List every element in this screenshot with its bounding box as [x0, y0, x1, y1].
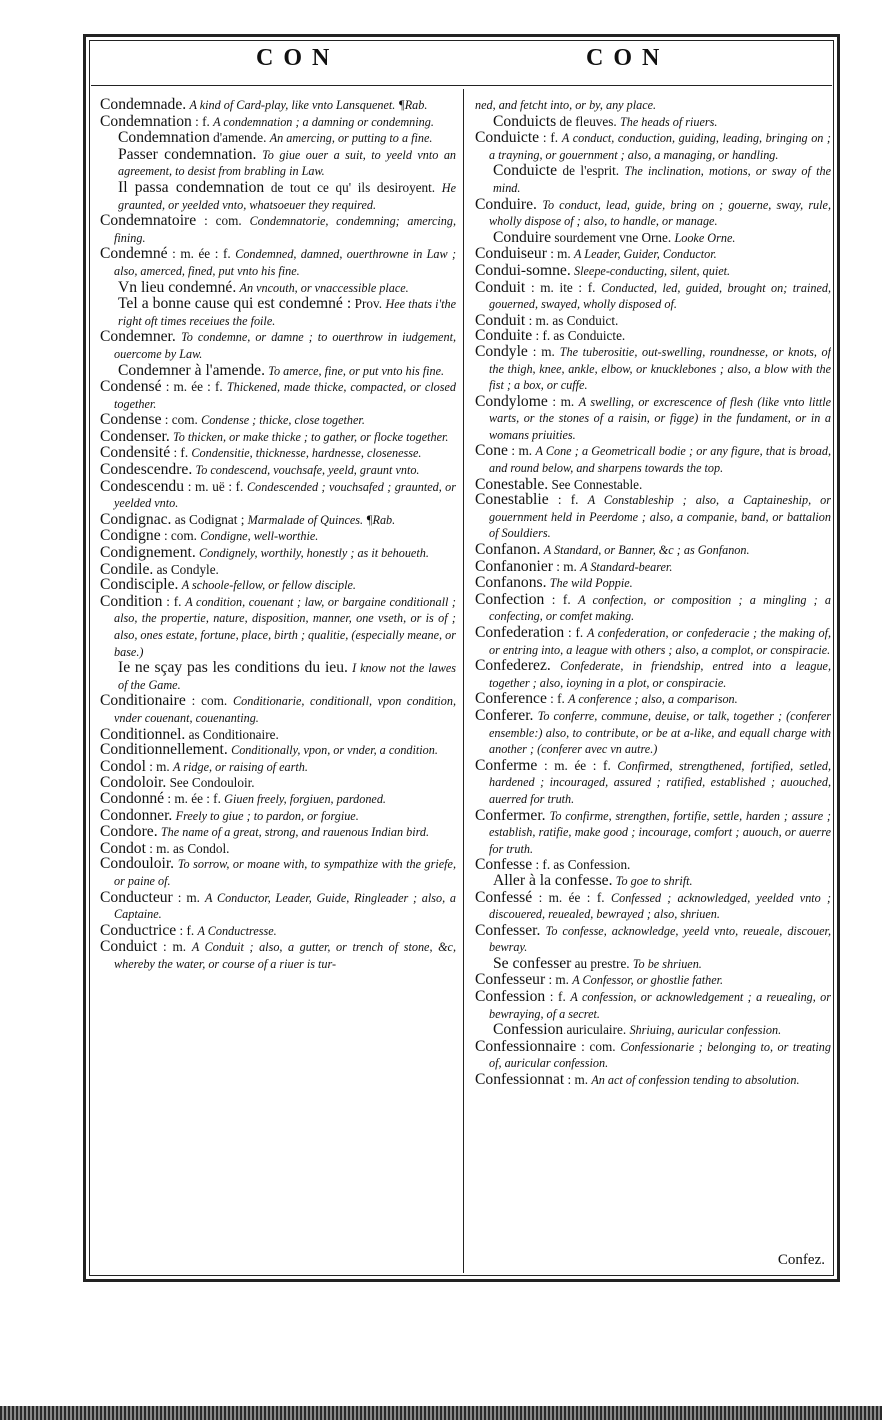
entry-definition: An amercing, or putting to a fine. [269, 131, 433, 146]
entry-headword: Confesse [475, 856, 533, 874]
entry-grammar: : m. ée : f. [172, 246, 231, 262]
entry-headword: Confession [475, 988, 546, 1006]
entry-headword: Conduicte [475, 129, 540, 147]
entry-headword: Condense [100, 411, 162, 429]
entry-definition: To amerce, fine, or put vnto his fine. [268, 363, 445, 378]
entry-headword: Condui-somne. [475, 261, 571, 279]
dictionary-entry [100, 528, 456, 545]
column-divider [463, 89, 464, 1273]
dictionary-entry [475, 230, 831, 247]
entry-headword: Condyle [475, 342, 528, 360]
entry-headword: Condore. [100, 823, 158, 841]
entry-headword: Conditionnel. [100, 725, 186, 743]
scan-edge-strip [0, 1406, 882, 1420]
entry-definition: Sleepe-conducting, silent, quiet. [574, 263, 731, 278]
entry-grammar: : f. [550, 691, 565, 707]
entry-headword: Condignac. [100, 510, 172, 528]
entry-definition: Looke Orne. [674, 230, 736, 245]
entry-headword: Conduire [493, 228, 552, 246]
entry-definition: A Standard, or Banner, &c ; as Gonfanon. [543, 543, 750, 558]
left-column [100, 97, 456, 1271]
entry-grammar: : m. [149, 758, 170, 774]
dictionary-entry [100, 213, 456, 246]
entry-grammar: : f. [179, 922, 195, 938]
dictionary-entry [475, 163, 831, 196]
entry-headword: Condignement. [100, 544, 196, 562]
entry-definition: The wild Poppie. [549, 576, 633, 591]
entry-definition: A conference ; also, a comparison. [568, 692, 738, 707]
entry-definition: Confederate, in friendship, entred into a league, together ; also, ioyning in a plot, or conspiracie. [489, 659, 831, 690]
dictionary-entry [475, 873, 831, 890]
entry-grammar: See Condouloir. [169, 775, 255, 791]
dictionary-entry [475, 559, 831, 576]
entry-definition: A Conduit ; also, a gutter, or trench of stone, &c, whereby the water, or course of a riuer is tur- [114, 940, 456, 971]
entry-definition: The heads of riuers. [619, 114, 718, 129]
entry-grammar: : f. [542, 130, 559, 146]
dictionary-entry [475, 972, 831, 989]
entry-grammar: : com. [163, 528, 197, 544]
dictionary-entry [475, 1022, 831, 1039]
entry-grammar: : f. as Conduicte. [535, 328, 626, 344]
entry-definition: A Leader, Guider, Conductor. [574, 247, 717, 262]
entry-grammar: : f. as Confession. [535, 857, 631, 873]
entry-definition: To condemne, or damne ; to ouerthrow in iudgement, ouercome by Law. [114, 330, 456, 361]
entry-headword: Condemnation [100, 112, 192, 130]
dictionary-entry [475, 542, 831, 559]
dictionary-entry [475, 97, 831, 114]
dictionary-entry [100, 412, 456, 429]
dictionary-entry [475, 394, 831, 444]
dictionary-entry [100, 462, 456, 479]
entry-headword: Condensité [100, 444, 171, 462]
entry-headword: Condescendu [100, 477, 185, 495]
entry-headword: Condonné [100, 789, 165, 807]
entry-grammar: : m. [550, 246, 571, 262]
dictionary-entry [100, 775, 456, 791]
entry-headword: Conductrice [100, 921, 177, 939]
entry-headword: Condemnation [118, 129, 210, 147]
dictionary-entry [100, 856, 456, 889]
entry-definition: To thicken, or make thicke ; to gather, or flocke together. [173, 429, 449, 444]
entry-definition: To conduct, lead, guide, bring on ; gouerne, sway, rule, wholly dispose of ; also, to handle, or manage. [489, 197, 831, 229]
dictionary-entry [100, 147, 456, 180]
entry-definition: An vncouth, or vnaccessible place. [239, 280, 409, 295]
entry-headword: Se confesser [493, 954, 572, 972]
dictionary-entry [100, 841, 456, 857]
entry-definition: A swelling, or excrescence of flesh (like vnto little warts, or the stones of a raisin, or figge) in the fundament, or in a womans priuities. [489, 394, 831, 442]
header-rule [91, 85, 832, 86]
entry-definition: A Conductor, Leader, Guide, Ringleader ; also, a Captaine. [114, 890, 456, 922]
dictionary-entry [100, 923, 456, 940]
dictionary-entry [100, 727, 456, 743]
entry-headword: Passer condemnation. [118, 145, 257, 163]
entry-definition: A Constableship ; also, a Captaineship, or gouernment held in Peerdome ; also, a companie, band, or battalion of Souldiers. [489, 493, 831, 541]
dictionary-entry [475, 114, 831, 131]
entry-definition: Confessed ; acknowledged, yeelded vnto ; discouered, reuealed, bewrayed ; also, shriuen. [489, 890, 831, 922]
entry-definition: Condemnatorie, condemning; amercing, fining. [114, 214, 456, 245]
running-head-left: CON [256, 45, 340, 71]
entry-headword: Confessionnaire [475, 1037, 577, 1055]
entry-headword: Conduicts [493, 112, 557, 130]
dictionary-entry [100, 479, 456, 512]
dictionary-entry [100, 693, 456, 726]
entry-grammar: : com. [581, 1038, 616, 1054]
dictionary-entry [100, 577, 456, 594]
entry-headword: Condenser. [100, 427, 170, 445]
entry-definition: Condignely, worthily, honestly ; as it behoueth. [199, 546, 429, 561]
dictionary-entry [475, 691, 831, 708]
dictionary-entry [475, 592, 831, 625]
entry-definition: Conditionally, vpon, or vnder, a condition. [231, 743, 438, 758]
entry-grammar: au prestre. [574, 955, 630, 971]
entry-definition: A Conductresse. [197, 923, 277, 938]
entry-headword: Conestablie [475, 491, 549, 509]
entry-definition: Condemned, damned, ouerthrowne in Law ; also, amerced, fined, put vnto his fine. [114, 247, 456, 278]
entry-headword: Confanons. [475, 574, 547, 592]
catchword: Confez. [777, 1252, 825, 1268]
entry-headword: Condemnade. [100, 97, 187, 113]
dictionary-entry [100, 445, 456, 462]
dictionary-entry [100, 939, 456, 972]
entry-headword: Condol [100, 757, 146, 775]
entry-definition: Marmalade of Quinces. ¶Rab. [247, 512, 396, 527]
entry-definition: A confection, or composition ; a mingling ; a confecting, or comfet making. [489, 592, 831, 624]
entry-headword: Condot [100, 839, 146, 857]
entry-grammar: : com. [204, 213, 242, 229]
dictionary-entry [100, 660, 456, 693]
entry-definition: A confederation, or confederacie ; the making of, or entring into, a league with others ; also, a complot, or conspiracie. [489, 626, 831, 657]
dictionary-entry [100, 545, 456, 562]
dictionary-entry [475, 1039, 831, 1072]
dictionary-entry [475, 328, 831, 344]
entry-definition: A Standard-bearer. [580, 559, 673, 574]
entry-definition: To confirme, strengthen, fortifie, settle, harden ; assure ; establish, ratifie, make good ; incourage, comfort ; auouch, or auerre for truth. [489, 808, 831, 856]
entry-definition: Confessionarie ; belonging to, or treating of, auricular confession. [489, 1039, 831, 1071]
entry-headword: Condouloir. [100, 855, 175, 873]
entry-headword: Condoloir. [100, 774, 167, 792]
entry-grammar: de l'esprit. [562, 163, 620, 179]
entry-grammar: : m. ée : f. [538, 889, 605, 905]
entry-grammar: : f. [557, 492, 579, 508]
dictionary-entry [475, 313, 831, 329]
entry-definition: Conditionarie, conditionall, vpon condition, vnder couenant, couenanting. [114, 694, 456, 725]
entry-headword: Conduit [475, 311, 526, 329]
entry-definition: Condigne, well-worthie. [200, 529, 319, 544]
dictionary-entry [100, 594, 456, 660]
dictionary-entry [475, 575, 831, 592]
entry-grammar: : m. uë : f. [187, 478, 244, 494]
dictionary-entry [475, 1072, 831, 1089]
dictionary-entry [100, 246, 456, 279]
entry-definition: A conduct, conduction, guiding, leading, bringing on ; a trayning, or gouernment ; also, a managing, or handling. [489, 131, 831, 162]
dictionary-entry [100, 742, 456, 759]
entry-headword: Confesser. [475, 921, 541, 939]
dictionary-entry [475, 956, 831, 973]
entry-grammar: : f. [568, 625, 584, 640]
entry-grammar: : f. [173, 445, 189, 461]
entry-headword: Confesseur [475, 971, 546, 989]
entry-definition: Shriuing, auricular confession. [629, 1023, 782, 1038]
entry-headword: Conduicte [493, 162, 558, 180]
entry-definition: The inclination, motions, or sway of the mind. [493, 164, 831, 195]
dictionary-entry [475, 758, 831, 808]
dictionary-entry [100, 379, 456, 412]
dictionary-entry [475, 130, 831, 163]
entry-headword: Condemné [100, 245, 168, 263]
dictionary-entry [100, 512, 456, 529]
entry-grammar: : m. [177, 889, 200, 905]
entry-headword: Confermer. [475, 806, 546, 824]
entry-grammar: : m. ée : f. [167, 790, 221, 806]
dictionary-entry [100, 429, 456, 446]
entry-headword: Confessé [475, 888, 533, 906]
entry-grammar: : m. ite : f. [530, 279, 596, 295]
entry-definition: An act of confession tending to absolution. [591, 1073, 800, 1088]
entry-definition: Confirmed, strengthened, fortified, setled, hardened ; incouraged, assured ; ratified, established ; auouched, auerred for truth. [489, 758, 831, 806]
entry-headword: Condile. [100, 560, 154, 578]
dictionary-entry [100, 130, 456, 147]
entry-grammar: : m. [552, 393, 575, 409]
entry-definition: Hee thats i'the right oft times receiues the foile. [118, 297, 456, 328]
entry-grammar: as Condyle. [156, 561, 219, 577]
entry-definition: To condescend, vouchsafe, yeeld, graunt vnto. [195, 463, 420, 478]
dictionary-entry [100, 808, 456, 825]
entry-grammar: de fleuves. [559, 113, 617, 129]
entry-grammar: : m. [556, 558, 577, 574]
entry-definition: Conducted, led, guided, brought on; trained, gouerned, swayed, wholly disposed of. [489, 280, 831, 312]
entry-headword: Condition [100, 592, 163, 610]
dictionary-entry [100, 180, 456, 213]
entry-definition: Freely to giue ; to pardon, or forgiue. [175, 808, 359, 823]
entry-grammar: auriculaire. [566, 1022, 627, 1038]
entry-grammar: as Conditionaire. [188, 726, 279, 742]
entry-definition: Condescended ; vouchsafed ; graunted, or yeelded vnto. [114, 479, 456, 511]
entry-definition: I know not the lawes of the Game. [118, 661, 456, 692]
dictionary-entry [475, 989, 831, 1022]
entry-definition: The tuberositie, out-swelling, roundnesse, or knots, of the thigh, knee, ankle, elbow, or knucklebones ; also, a blow with the fist ; a box, or cuffe. [489, 344, 831, 393]
entry-definition: A Cone ; a Geometricall bodie ; or any figure, that is broad, and round below, and sharpens towards the top. [489, 444, 831, 476]
dictionary-entry [475, 625, 831, 658]
entry-headword: Condescendre. [100, 461, 193, 479]
dictionary-entry [100, 296, 456, 329]
dictionary-entry [100, 97, 456, 114]
dictionary-entry [475, 708, 831, 758]
entry-grammar: Prov. [354, 296, 383, 312]
entry-headword: Conduit [475, 278, 526, 296]
dictionary-entry [475, 857, 831, 873]
entry-grammar: : m. [163, 939, 187, 955]
entry-headword: Confanonier [475, 557, 553, 575]
dictionary-entry [475, 477, 831, 493]
entry-grammar: See Connestable. [551, 476, 643, 492]
entry-grammar: : m. [567, 1072, 589, 1088]
entry-definition: A kind of Card-play, like vnto Lansquenet. ¶Rab. [189, 98, 428, 112]
entry-definition: To giue ouer a suit, to yeeld vnto an agreement, to desist from brabling in Law. [118, 147, 456, 179]
dictionary-entry [100, 363, 456, 380]
dictionary-entry [475, 197, 831, 230]
entry-grammar: sourdement vne Orne. [554, 229, 672, 245]
entry-grammar: : com. [164, 412, 198, 428]
entry-definition: To confesse, acknowledge, yeeld vnto, reueale, discouer, bewray. [489, 923, 831, 955]
dictionary-page [83, 34, 840, 1282]
dictionary-entry [475, 443, 831, 476]
entry-definition: A confession, or acknowledgement ; a reuealing, or bewraying, of a secret. [489, 990, 831, 1021]
entry-grammar: : m. [532, 343, 555, 359]
entry-headword: Conduict [100, 938, 158, 956]
dictionary-entry [475, 492, 831, 542]
entry-headword: Aller à la confesse. [493, 871, 613, 889]
entry-definition: A condemnation ; a damning or condemning. [213, 114, 434, 129]
entry-definition: Condensitie, thicknesse, hardnesse, closenesse. [191, 446, 422, 461]
entry-definition: A Confessor, or ghostlie father. [572, 973, 724, 988]
entry-grammar: as Codignat ; [174, 511, 245, 527]
entry-headword: Conferer. [475, 706, 534, 724]
entry-grammar: : f. [195, 113, 210, 129]
entry-headword: Confection [475, 590, 545, 608]
entry-headword: Tel a bonne cause qui est condemné : [118, 295, 352, 313]
entry-grammar: : m. [548, 972, 569, 988]
dictionary-entry [100, 824, 456, 841]
dictionary-entry [475, 890, 831, 923]
entry-headword: Condensé [100, 378, 162, 396]
entry-definition: Thickened, made thicke, compacted, or closed together. [114, 380, 456, 411]
entry-headword: Condylome [475, 392, 548, 410]
entry-headword: Il passa condemnation [118, 178, 265, 196]
entry-headword: Confanon. [475, 541, 541, 559]
entry-grammar: : m. [511, 443, 533, 459]
entry-headword: Condigne [100, 527, 161, 545]
running-head-right: CON [586, 45, 670, 71]
dictionary-entry [100, 759, 456, 776]
dictionary-entry [475, 923, 831, 956]
entry-definition: To goe to shrift. [615, 873, 693, 888]
dictionary-entry [100, 562, 456, 578]
entry-definition: To conferre, commune, deuise, or talk, together ; (conferer ensemble:) also, to contribute, or be at a-like, and equall charge with another ; (conferer avec vn autre.) [489, 708, 831, 757]
entry-definition: A ridge, or raising of earth. [173, 759, 308, 774]
entry-headword: Condemner. [100, 328, 176, 346]
entry-headword: Confederation [475, 624, 565, 641]
entry-grammar: : f. [166, 593, 182, 609]
entry-headword: Conditionaire [100, 692, 186, 710]
entry-definition: Giuen freely, forgiuen, pardoned. [224, 791, 386, 806]
dictionary-entry [100, 890, 456, 923]
entry-grammar: : m. as Conduict. [528, 312, 619, 328]
entry-headword: Conduite [475, 327, 533, 345]
entry-headword: Conditionnellement. [100, 741, 228, 759]
right-column [475, 97, 831, 1271]
entry-definition: ned, and fetcht into, or by, any place. [475, 98, 657, 112]
dictionary-entry [475, 263, 831, 280]
entry-headword: Confession [493, 1021, 564, 1039]
entry-grammar: : m. as Condol. [149, 840, 230, 856]
entry-definition: To sorrow, or moane with, to sympathize with the griefe, or paine of. [114, 857, 456, 888]
entry-headword: Conducteur [100, 888, 173, 906]
entry-headword: Condemnatoire [100, 212, 197, 230]
entry-definition: The name of a great, strong, and rauenous Indian bird. [160, 825, 430, 840]
entry-grammar: : m. ée : f. [165, 379, 223, 395]
entry-headword: Conduiseur [475, 245, 547, 263]
entry-definition: He graunted, or yeelded vnto, whatsoeuer they required. [118, 180, 456, 212]
dictionary-entry [100, 280, 456, 297]
dictionary-entry [475, 658, 831, 691]
dictionary-entry [475, 808, 831, 858]
entry-grammar: : com. [191, 693, 228, 709]
dictionary-entry [100, 791, 456, 808]
dictionary-entry [100, 114, 456, 131]
entry-definition: A condition, couenant ; law, or bargaine conditionall ; also, the propertie, nature, disposition, manner, one vseth, or is of ; also, ones estate, fortune, place, birth ; qualitie, (especially meane, or base.) [114, 594, 456, 659]
dictionary-entry [475, 344, 831, 394]
entry-headword: Vn lieu condemné. [118, 278, 237, 296]
entry-headword: Conestable. [475, 475, 549, 493]
entry-headword: Conference [475, 690, 547, 708]
entry-grammar: de tout ce qu' ils desiroyent. [270, 179, 436, 195]
entry-headword: Ie ne sçay pas les conditions du ieu. [118, 659, 348, 677]
entry-definition: To be shriuen. [632, 956, 702, 971]
entry-grammar: : m. ée : f. [543, 757, 611, 773]
entry-headword: Confessionnat [475, 1071, 565, 1089]
entry-headword: Conduire. [475, 195, 537, 213]
entry-headword: Condisciple. [100, 576, 179, 594]
entry-definition: A schoole-fellow, or fellow disciple. [181, 578, 356, 593]
entry-headword: Confederez. [475, 657, 551, 675]
entry-grammar: : f. [551, 591, 571, 607]
entry-grammar: : f. [549, 989, 566, 1005]
dictionary-entry [475, 280, 831, 313]
dictionary-entry [100, 329, 456, 362]
entry-grammar: d'amende. [213, 130, 267, 146]
entry-definition: Condense ; thicke, close together. [201, 413, 365, 428]
entry-headword: Conferme [475, 756, 538, 774]
entry-headword: Cone [475, 442, 508, 460]
entry-headword: Condonner. [100, 806, 173, 824]
dictionary-entry [475, 246, 831, 263]
entry-headword: Condemner à l'amende. [118, 361, 265, 379]
